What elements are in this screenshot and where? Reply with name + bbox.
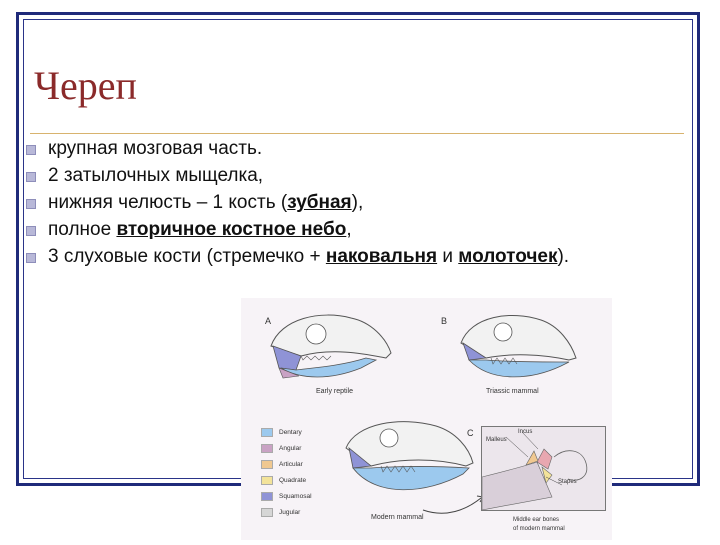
legend-swatch: [261, 460, 273, 469]
bullet-square-icon: [26, 226, 36, 236]
malleus-label: Malleus: [486, 437, 507, 443]
panel-a-letter: A: [265, 316, 272, 326]
panel-b-letter: B: [441, 316, 448, 326]
bullet-text: ),: [351, 192, 364, 213]
skull-evolution-figure: [241, 298, 612, 540]
legend-item: [261, 460, 312, 476]
bullet-text: нижняя челюсть – 1 кость (: [48, 192, 288, 213]
legend-label: Quadrate: [279, 477, 307, 485]
legend-swatch: [261, 428, 273, 437]
triassic-mammal-skull: [461, 315, 576, 376]
legend-swatch: [261, 508, 273, 517]
panel-b-caption: Triassic mammal: [486, 388, 539, 395]
early-reptile-skull: [271, 315, 391, 378]
bullet-square-icon: [26, 253, 36, 263]
title-divider: [30, 133, 684, 134]
bullet-square-icon: [26, 199, 36, 209]
bullet-text: 3 слуховые кости (стремечко +: [48, 246, 326, 267]
legend-item: [261, 476, 312, 492]
panel-c-letter: C: [467, 428, 474, 438]
legend-swatch: [261, 444, 273, 453]
bullet-text: крупная мозговая часть.: [48, 138, 263, 159]
legend-label: Dentary: [279, 429, 302, 437]
bullet-item: [24, 191, 569, 218]
legend-item: [261, 492, 312, 508]
legend-swatch: [261, 476, 273, 485]
legend-item: [261, 428, 312, 444]
bullet-text: ).: [557, 246, 570, 267]
bullet-item: [24, 218, 569, 245]
bullet-square-icon: [26, 172, 36, 182]
emphasized-term: молоточек: [458, 246, 558, 267]
incus-label: Incus: [518, 429, 533, 435]
slide-title: Череп: [34, 63, 137, 108]
ear-caption-line1: Middle ear bones: [513, 517, 560, 523]
legend-swatch: [261, 492, 273, 501]
legend-label: Angular: [279, 445, 302, 453]
bullet-item: [24, 164, 569, 191]
legend-label: Squamosal: [279, 493, 312, 501]
legend-item: [261, 508, 312, 524]
middle-ear-inset: [481, 426, 606, 511]
panel-a-caption: Early reptile: [316, 388, 353, 395]
bullet-list: [24, 137, 569, 272]
legend-label: Jugular: [279, 509, 301, 517]
bullet-item: [24, 245, 569, 272]
bullet-text: 2 затылочных мыщелка,: [48, 165, 264, 186]
bullet-text: полное: [48, 219, 117, 240]
emphasized-term: наковальня: [325, 246, 438, 267]
bullet-text: и: [437, 246, 459, 267]
stapes-label: Stapes: [558, 479, 577, 485]
modern-mammal-skull: [346, 422, 483, 514]
legend-label: Articular: [279, 461, 303, 469]
panel-c-caption: Modern mammal: [371, 514, 424, 521]
ear-caption-line2: of modern mammal: [513, 526, 565, 532]
emphasized-term: зубная: [287, 192, 352, 213]
bullet-item: [24, 137, 569, 164]
bullet-square-icon: [26, 145, 36, 155]
legend-item: [261, 444, 312, 460]
bullet-text: ,: [346, 219, 352, 240]
bone-color-legend: [261, 428, 312, 524]
emphasized-term: вторичное костное небо: [116, 219, 347, 240]
